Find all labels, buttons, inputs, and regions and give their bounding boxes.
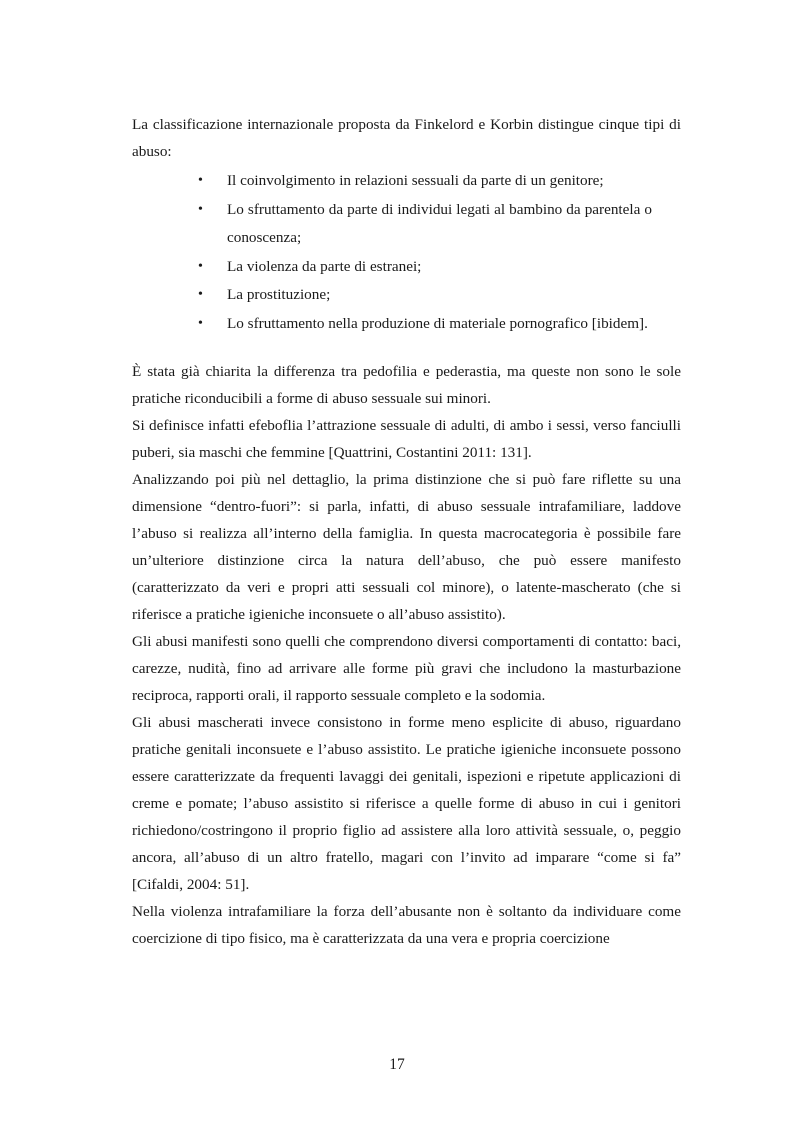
body-paragraph: Si definisce infatti efeboflia l’attrazione sessuale di adulti, di ambo i sessi, verso fanciulli puberi, sia maschi che femmine [Quattrini, Costantini 2011: 131]. (132, 417, 681, 461)
bullet-icon: • (198, 315, 203, 331)
bullet-icon: • (198, 258, 203, 274)
list-item-text: Il coinvolgimento in relazioni sessuali da parte di un genitore; (227, 172, 604, 189)
list-item-text: La prostituzione; (227, 286, 331, 303)
list-item (198, 196, 652, 253)
body-paragraph: È stata già chiarita la differenza tra pedofilia e pederastia, ma queste non sono le sole pratiche riconducibili a forme di abuso sessuale sui minori. (132, 363, 681, 407)
list-item (198, 253, 652, 282)
list-item-text: Lo sfruttamento nella produzione di materiale pornografico [ibidem]. (227, 314, 648, 332)
body-paragraph: Gli abusi manifesti sono quelli che comprendono diversi comportamenti di contatto: baci, carezze, nudità, fino ad arrivare alle forme più gravi che includono la masturbazione reciproca, rapporti orali, il rapporto sessuale completo e la sodomia. (132, 633, 681, 704)
body-paragraph: Nella violenza intrafamiliare la forza dell’abusante non è soltanto da individuare come coercizione di tipo fisico, ma è caratterizzata da una vera e propria coercizione (132, 903, 681, 947)
list-item-text: Lo sfruttamento da parte di individui legati al bambino da parentela o conoscenza; (227, 200, 652, 246)
page-body (132, 111, 681, 952)
body-paragraph: Gli abusi mascherati invece consistono in forme meno esplicite di abuso, riguardano pratiche genitali inconsuete e l’abuso assistito. Le pratiche igieniche inconsuete possono essere caratterizzate da frequenti lavaggi dei genitali, ispezioni e ripetute applicazioni di creme e pomate; l’abuso assistito si riferisce a quelle forme di abuso in cui i genitori richiedono/costringono il proprio figlio ad assistere alla loro attività sessuale, o, peggio ancora, all’abuso di un altro fratello, magari con l’invito ad imparare “come si fa” [Cifaldi, 2004: 51]. (132, 714, 681, 893)
page-number: 17 (389, 1056, 405, 1073)
abuse-types-list (132, 167, 652, 338)
section-gap (132, 338, 681, 358)
bullet-icon: • (198, 173, 203, 188)
list-item (198, 281, 652, 310)
intro-paragraph: La classificazione internazionale proposta da Finkelord e Korbin distingue cinque tipi di abuso: (132, 116, 681, 160)
bullet-icon: • (198, 201, 203, 217)
bullet-icon: • (198, 287, 203, 302)
list-item (198, 167, 652, 196)
body-paragraph: Analizzando poi più nel dettaglio, la prima distinzione che si può fare riflette su una dimensione “dentro-fuori”: si parla, infatti, di abuso sessuale intrafamiliare, laddove l’abuso si realizza all’interno della famiglia. In questa macrocategoria è possibile fare un’ulteriore distinzione circa la natura dell’abuso, che può essere manifesto (caratterizzato da veri e propri atti sessuali col minore), o latente-mascherato (che si riferisce a pratiche igieniche inconsuete o all’abuso assistito). (132, 471, 681, 623)
list-item (198, 310, 652, 339)
list-item-text: La violenza da parte di estranei; (227, 257, 422, 275)
